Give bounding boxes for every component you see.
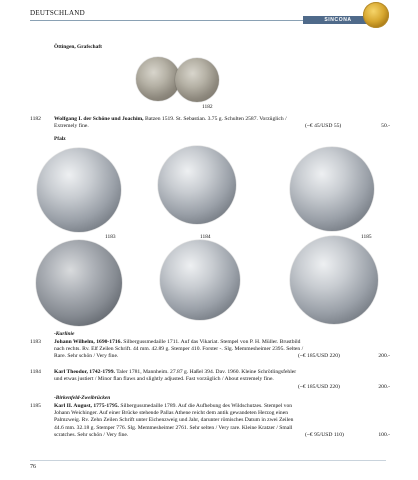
image-number-1182: 1182 — [202, 104, 213, 110]
coin-1184-obverse — [158, 146, 236, 224]
section-heading-pfalz: Pfalz — [54, 136, 66, 142]
lot-1182-line2: Extremely fine. — [54, 123, 89, 130]
lot-1184-line2: und etwas justiert / Minor flan flaws and slightly adjusted. Fast vorzüglich / About extremely fine. — [54, 376, 274, 383]
lot-number-1184: 1184 — [30, 369, 41, 375]
lot-1185-line4: 44.6 mm. 32.18 g. Stemper 776. Slg. Memmesheimer 2761. Sehr selten / Very rare. Kleine Kratzer / Small — [54, 424, 293, 431]
lot-1183-price: 200.- — [378, 353, 390, 359]
lot-1184-line1: Taler 1781, Mannheim. 27.87 g. Haßel 394. Dav. 1960. Kleine Schrötlingsfehler — [114, 369, 297, 375]
lot-number-1183: 1183 — [30, 339, 41, 345]
lot-1183-line1: Silbergussmedaille 1711. Auf das Vikariat. Stempel von P. H. Müller. Brustbild — [121, 339, 301, 345]
lot-1183-estimate: (~€ 185/USD 220) — [298, 353, 340, 359]
lot-1184-description — [54, 369, 354, 383]
footer-rule — [30, 460, 386, 461]
coin-1182-obverse — [136, 57, 180, 101]
lot-1184-price: 200.- — [378, 384, 390, 390]
brand-tab: SINCONA — [303, 16, 373, 24]
section-heading-birkenfeld: -Birkenfeld-Zweibrücken — [54, 395, 111, 401]
coin-1182-reverse — [175, 58, 219, 102]
image-number-1185: 1185 — [361, 234, 372, 240]
lot-1182-estimate: (~€ 45/USD 55) — [305, 123, 342, 129]
section-heading-kurlinie: -Kurlinie — [54, 331, 75, 337]
lot-1185-line5: scratches. Sehr schön / Very fine. — [54, 431, 129, 438]
page-header-title: DEUTSCHLAND — [30, 9, 86, 17]
image-number-1184: 1184 — [200, 234, 211, 240]
lot-1183-line2: nach rechts. Rv. Elf Zeilen Schrift. 44 mm. 42.89 g. Stemper 410. Forster -. Slg. Memmesheimer 2395. Selten / — [54, 346, 304, 353]
lot-1182-price: 50.- — [381, 123, 390, 129]
section-heading-oettingen: Öttingen, Grafschaft — [54, 44, 102, 50]
lot-1185-ruler: Karl II. August, 1775-1795. — [54, 403, 119, 409]
lot-1185-line3: Palmzweig. Rv. Zehn Zeilen Schrift unter Eichenzweig und Jahr, darunter römisches Datum in zwei Zeilen — [54, 417, 294, 424]
coin-1185-obverse — [290, 147, 374, 231]
lot-1183-line3: Rare. Sehr schön / Very fine. — [54, 353, 119, 360]
lot-1185-price: 100.- — [378, 432, 390, 438]
lot-1183-ruler: Johann Wilhelm, 1690-1716. — [54, 339, 122, 345]
lot-1182-ruler: Wolfgang I. der Schöne und Joachim, — [54, 116, 144, 122]
lot-number-1185: 1185 — [30, 403, 41, 409]
header-gold-coin-image — [363, 2, 389, 28]
page-number: 76 — [30, 464, 36, 470]
lot-1182-line1: Batzen 1519. St. Sebastian. 3.75 g. Schulten 2587. Vorzüglich / — [143, 116, 287, 122]
lot-1185-estimate: (~€ 95/USD 110) — [305, 432, 344, 438]
lot-number-1182: 1182 — [30, 116, 41, 122]
lot-1185-line2: Johann Weichinger. Auf einer Brücke stehende Pallas Athene reicht dem antik gewandeten Herzog einen — [54, 410, 288, 417]
coin-1184-reverse — [160, 240, 240, 320]
image-number-1183: 1183 — [105, 234, 116, 240]
lot-1184-ruler: Karl Theodor, 1742-1799. — [54, 369, 115, 375]
coin-1183-obverse — [37, 148, 121, 232]
lot-1184-estimate: (~€ 185/USD 220) — [298, 384, 340, 390]
coin-1185-reverse — [290, 236, 378, 324]
coin-1183-reverse — [36, 240, 122, 326]
lot-1185-line1: Silbergussmedaille 1789. Auf die Aufhebung des Wildschutzes. Stempel von — [118, 403, 293, 409]
